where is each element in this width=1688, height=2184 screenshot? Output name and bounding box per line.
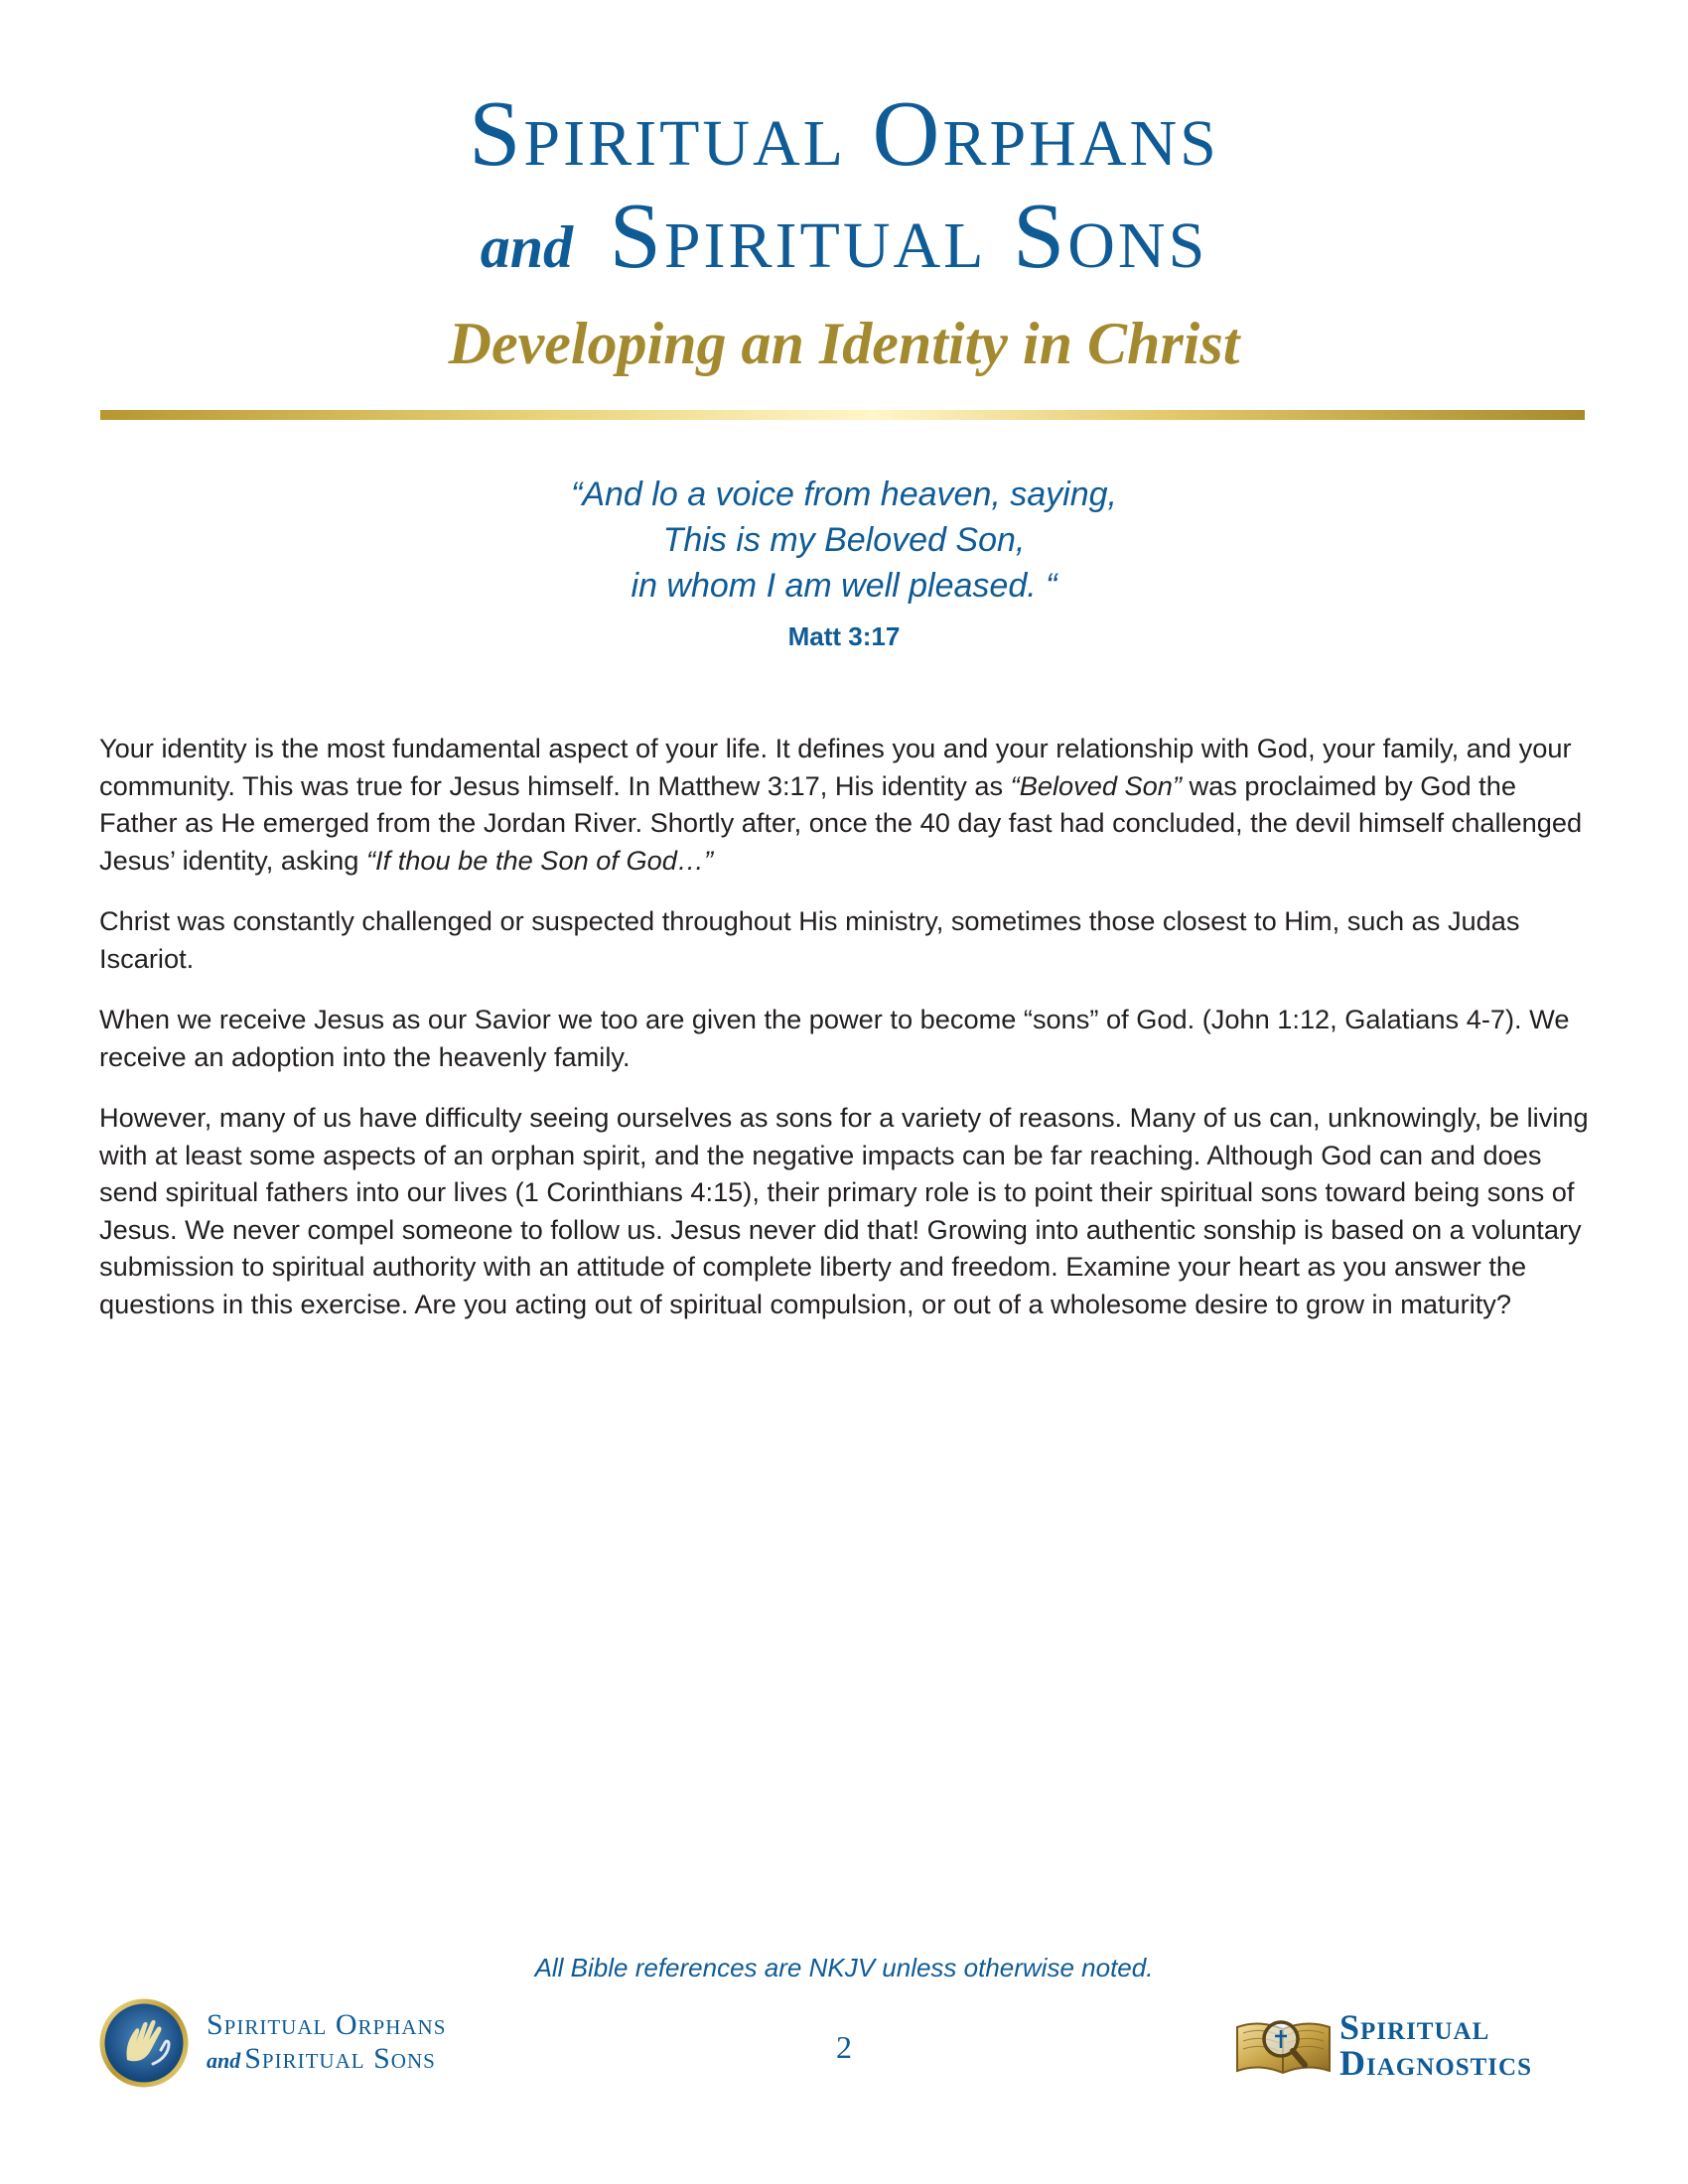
beloved-son-emphasis: “Beloved Son”: [1010, 769, 1182, 801]
body-text: [99, 730, 1589, 1346]
title-block: [0, 79, 1688, 379]
paragraph-1: [99, 730, 1589, 879]
paragraph-2: Christ was constantly challenged or suspected throughout His ministry, sometimes those closest to Him, such as Judas Iscariot.: [99, 905, 1520, 974]
page-title-line1: Spiritual Orphans: [469, 82, 1219, 186]
footer-left-line2-text: Spiritual Sons: [244, 2042, 436, 2075]
scripture-quote: [0, 472, 1688, 656]
quote-line: in whom I am well pleased. “: [631, 567, 1057, 605]
son-of-god-emphasis: “If thou be the Son of God…”: [365, 844, 714, 876]
paragraph-3: When we receive Jesus as our Savior we too are given the power to become “sons” of God. (John 1:12, Galatians 4-7). We receive an adoption into the heavenly family.: [99, 1004, 1570, 1072]
paragraph-1-part-2: was proclaimed by God the Father as He emerged from the Jordan River. Shortly after, once the 40 day fast had concluded, the devil himself challenged Jesus’ identity, asking: [99, 769, 1583, 876]
page-subtitle: Developing an Identity in Christ: [448, 311, 1240, 376]
footer-right-line2: Diagnostics: [1339, 2043, 1532, 2083]
page-title-line2: [0, 185, 1688, 300]
title-and: and: [480, 214, 574, 280]
quote-line: “And lo a voice from heaven, saying,: [571, 476, 1117, 513]
footer-logo-right: [1231, 1995, 1532, 2095]
paragraph-4: However, many of us have difficulty seeing ourselves as sons for a variety of reasons. Many of us can, unknowingly, be living with at least some aspects of an orphan spirit, and the negative impacts can be far reaching. Although God can and does send spiritual fathers into our lives (1 Corinthians 4:15), their primary role is to point their spiritual sons toward being sons of Jesus. We never compel someone to follow us. Jesus never did that! Growing into authentic sonship is based on a voluntary submission to spiritual authority with an attitude of complete liberty and freedom. Examine your heart as you answer the questions in this exercise. Are you acting out of spiritual compulsion, or out of a wholesome desire to grow in maturity?: [99, 1102, 1589, 1319]
footer-right-wordmark: [1339, 2009, 1532, 2081]
footer-left-line1: Spiritual Orphans: [207, 2008, 447, 2041]
quote-reference: Matt 3:17: [787, 621, 901, 651]
title-line2-text: Spiritual Sons: [609, 185, 1208, 288]
quote-line: This is my Beloved Son,: [662, 521, 1026, 559]
footer-note: All Bible references are NKJV unless otherwise noted.: [534, 1953, 1154, 1982]
paragraph-1-part-1: Your identity is the most fundamental aspect of your life. It defines you and your relationship with God, your family, and your community. This was true for Jesus himself. In Matthew 3:17, His identity as: [99, 733, 1572, 801]
book-magnifier-icon: [1231, 2005, 1336, 2085]
footer-left-and: and: [207, 2048, 241, 2073]
gold-divider: [100, 410, 1585, 420]
page-number: 2: [836, 2029, 852, 2065]
footer-right-line1: Spiritual: [1339, 2007, 1490, 2047]
